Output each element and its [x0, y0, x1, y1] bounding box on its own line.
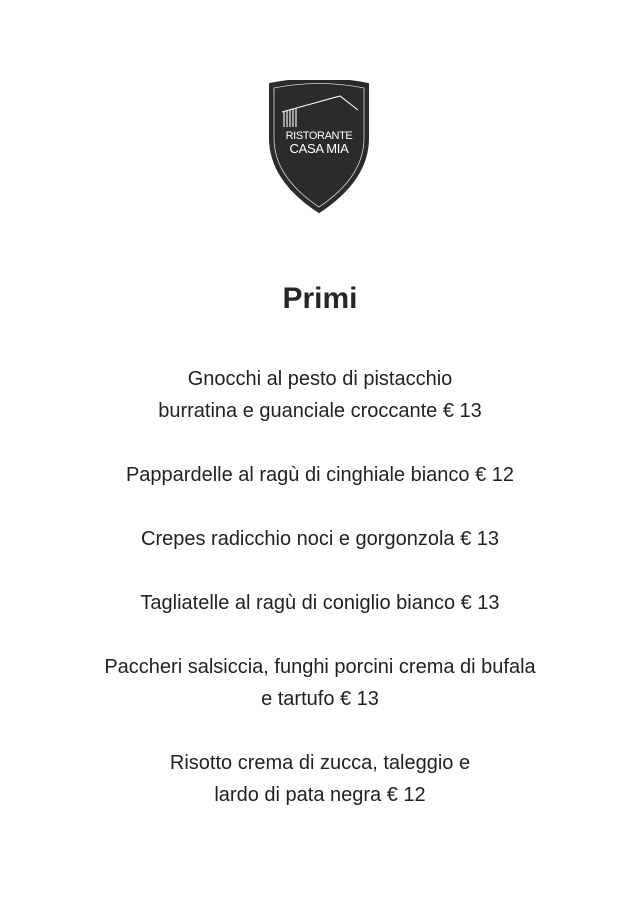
menu-list: [0, 363, 640, 843]
menu-item-line: lardo di pata negra € 12: [214, 784, 426, 806]
menu-item-line: burratina e guanciale croccante € 13: [158, 400, 482, 422]
menu-item: [0, 459, 640, 491]
menu-item: [0, 747, 640, 811]
menu-item-line: Paccheri salsiccia, funghi porcini crema di bufala: [104, 656, 536, 678]
restaurant-logo: [266, 80, 372, 214]
logo-text-line1: RISTORANTE: [285, 130, 353, 142]
menu-item-line: Crepes radicchio noci e gorgonzola € 13: [141, 528, 499, 550]
menu-item: [0, 651, 640, 715]
menu-item: [0, 363, 640, 427]
menu-item-line: Risotto crema di zucca, taleggio e: [169, 752, 471, 774]
menu-item-line: Tagliatelle al ragù di coniglio bianco € 13: [140, 592, 500, 614]
menu-item-line: Pappardelle al ragù di cinghiale bianco € 12: [125, 464, 515, 486]
section-title: Primi: [282, 282, 358, 315]
menu-item-line: e tartufo € 13: [261, 688, 379, 710]
shield-logo-icon: [266, 80, 372, 214]
menu-item: [0, 523, 640, 555]
menu-item-line: Gnocchi al pesto di pistacchio: [187, 368, 453, 390]
logo-text-line2: CASA MIA: [289, 141, 349, 156]
menu-item: [0, 587, 640, 619]
